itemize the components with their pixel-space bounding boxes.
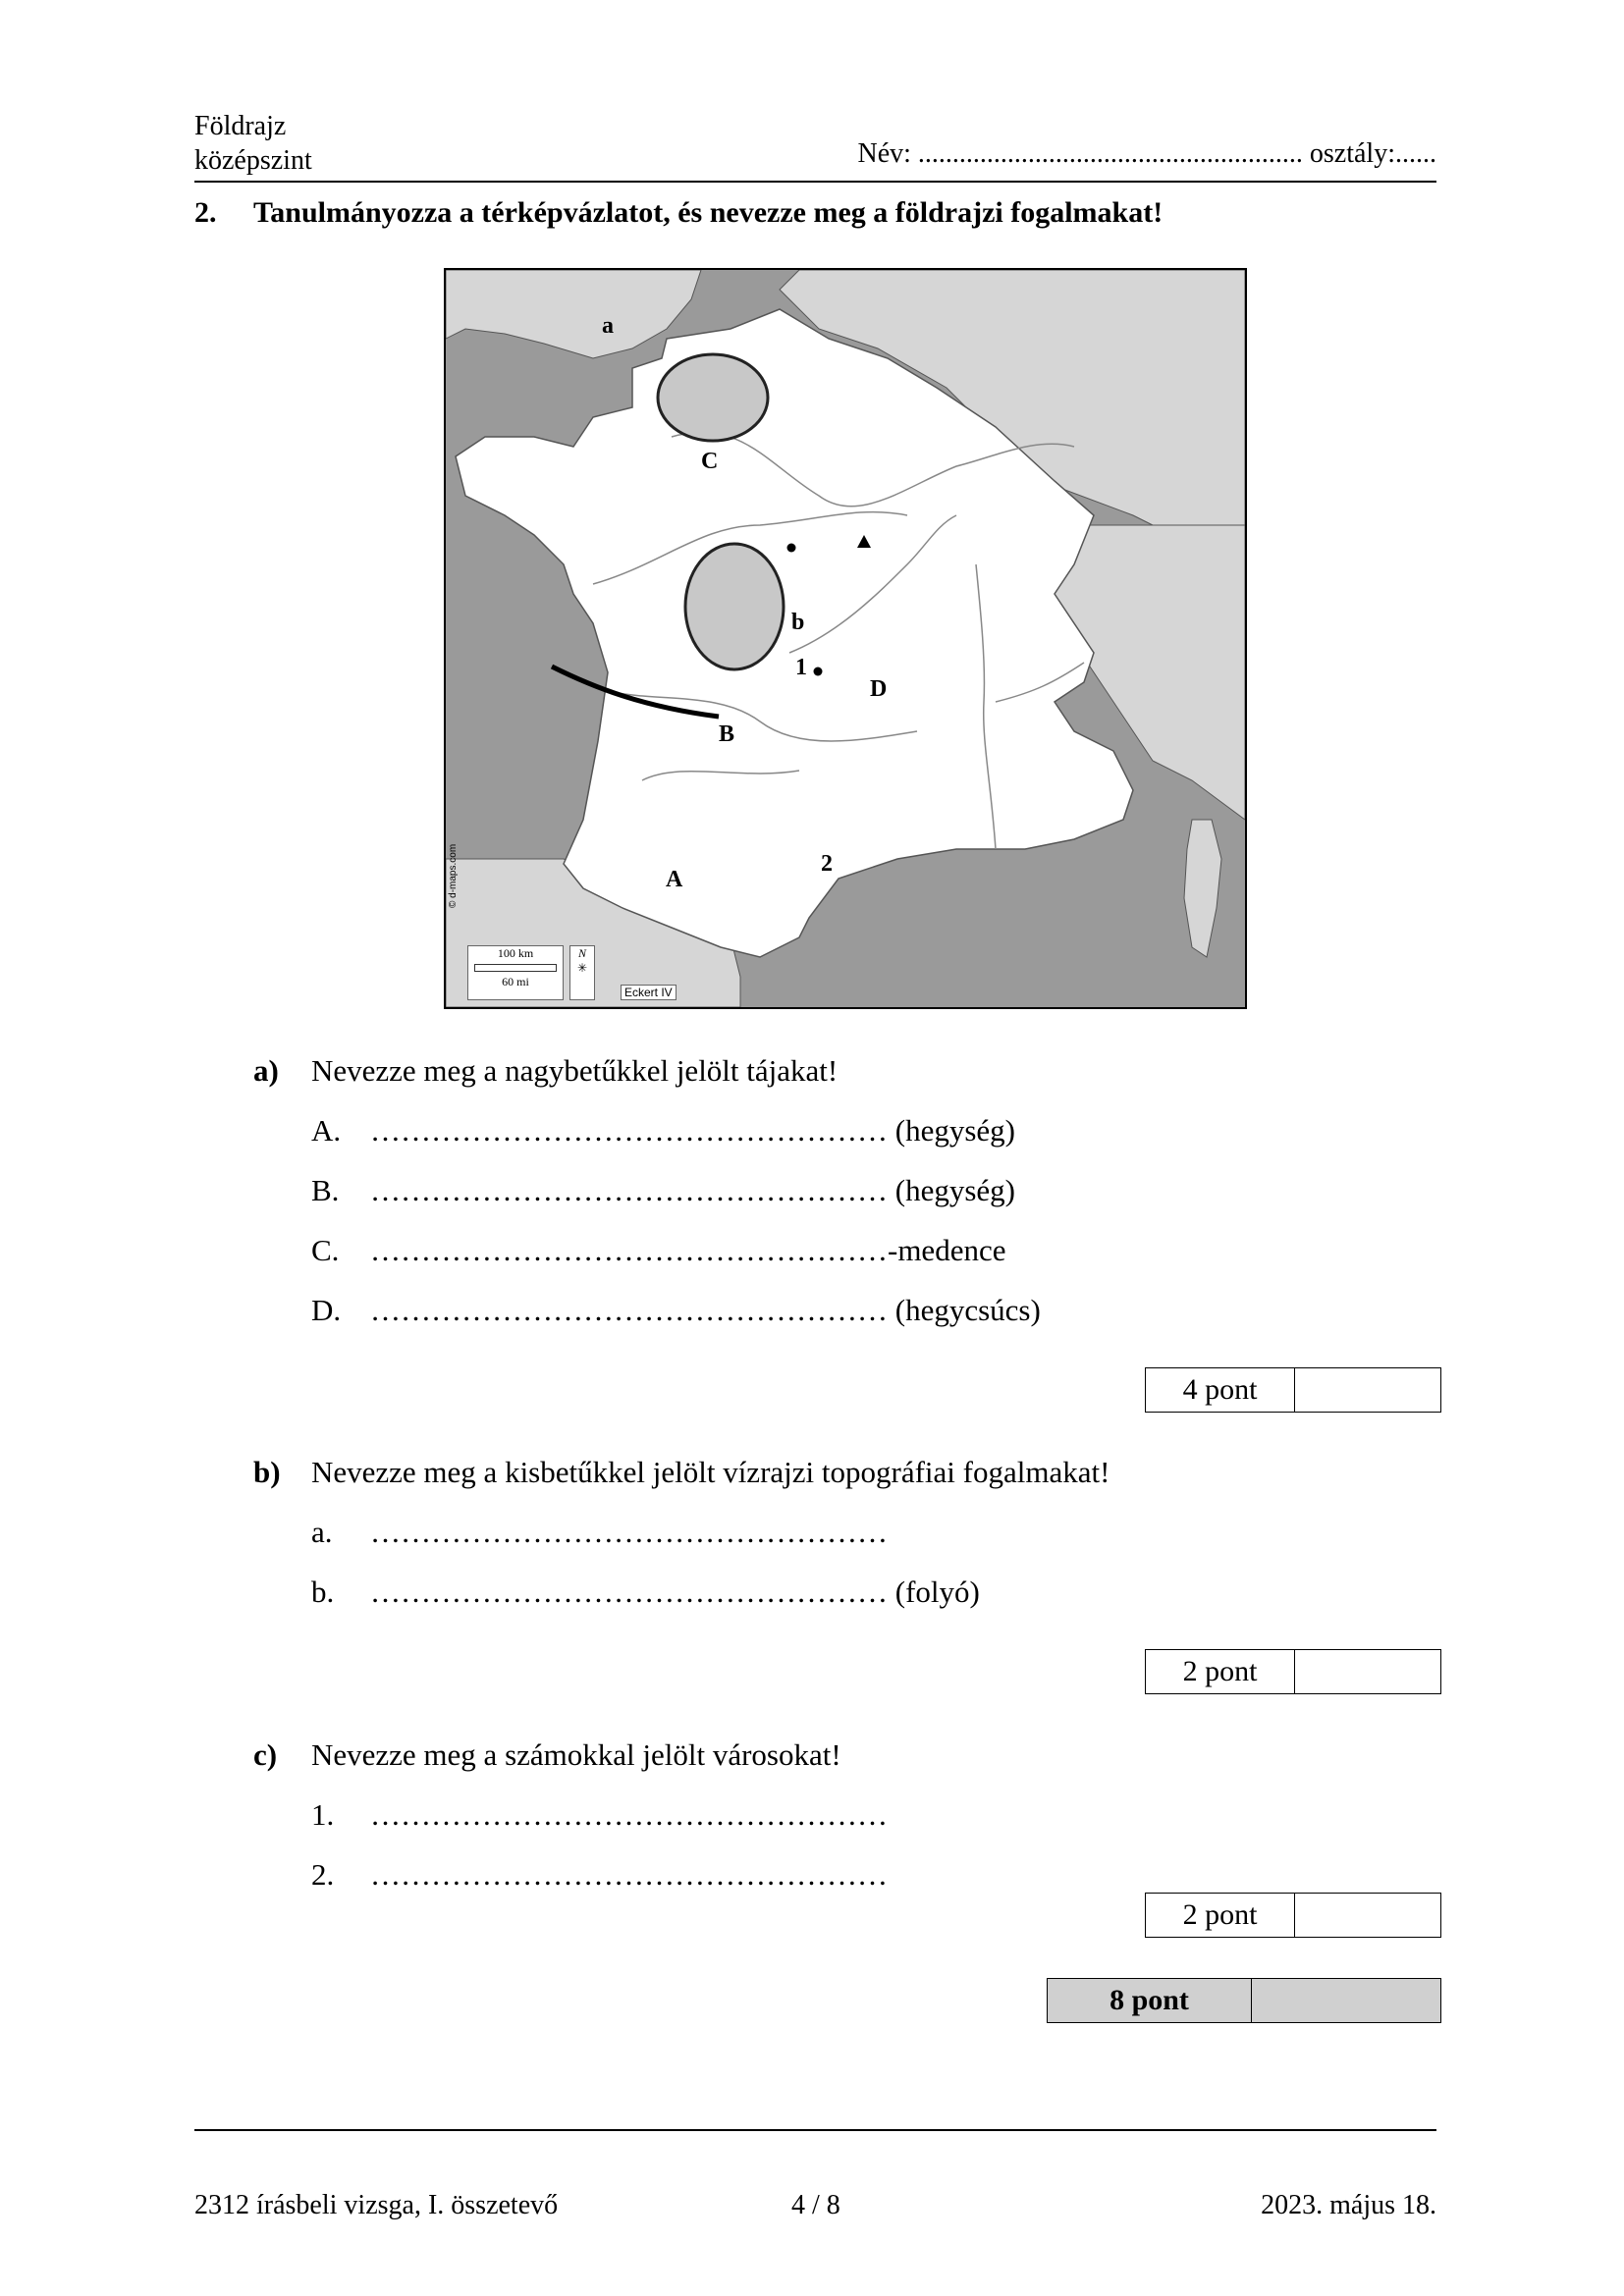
score-box-b: 2 pont	[1145, 1649, 1441, 1694]
subject-label: Földrajz	[194, 111, 287, 141]
map-label-city2: 2	[821, 851, 833, 877]
map-label-D: D	[870, 676, 888, 702]
part-b-letter: b)	[253, 1455, 281, 1489]
part-a-letter: a)	[253, 1053, 279, 1088]
france-map	[444, 268, 1247, 1009]
map-label-a: a	[602, 313, 614, 339]
map-label-B: B	[719, 721, 735, 747]
map-label-city1: 1	[795, 655, 807, 680]
answer-row-a[interactable]: a. ……………………………………………	[311, 1515, 888, 1549]
total-score-box: 8 pont	[1047, 1978, 1441, 2023]
answer-row-1[interactable]: 1. ……………………………………………	[311, 1797, 888, 1832]
score-box-c: 2 pont	[1145, 1893, 1441, 1938]
answer-row-b[interactable]: b. …………………………………………… (folyó)	[311, 1575, 980, 1609]
footer-exam-code: 2312 írásbeli vizsga, I. összetevő	[194, 2190, 559, 2220]
level-label: középszint	[194, 145, 312, 176]
header-rule	[194, 181, 1436, 183]
part-b-prompt: Nevezze meg a kisbetűkkel jelölt vízrajzi topográfiai fogalmakat!	[311, 1455, 1110, 1489]
map-label-C: C	[701, 449, 719, 474]
score-input-a[interactable]	[1295, 1368, 1440, 1412]
answer-row-A[interactable]: A. …………………………………………… (hegység)	[311, 1113, 1015, 1148]
part-c-letter: c)	[253, 1737, 278, 1772]
task-title: Tanulmányozza a térképvázlatot, és nevezze meg a földrajzi fogalmakat!	[253, 196, 1164, 229]
map-label-b: b	[791, 610, 805, 635]
footer-date: 2023. május 18.	[1261, 2190, 1436, 2220]
score-input-b[interactable]	[1295, 1650, 1440, 1693]
name-class-field[interactable]: Név: ........................................................ osztály:......	[857, 138, 1436, 169]
page-number: 4 / 8	[791, 2190, 840, 2220]
map-credit: © d-maps.com	[448, 843, 459, 908]
part-c-prompt: Nevezze meg a számokkal jelölt városokat!	[311, 1737, 841, 1772]
projection-label: Eckert IV	[621, 985, 677, 1000]
answer-row-C[interactable]: C. ……………………………………………-medence	[311, 1233, 1006, 1267]
map-scale: 100 km 60 mi	[467, 945, 564, 1000]
north-arrow: N ✳	[569, 945, 595, 1000]
part-a-prompt: Nevezze meg a nagybetűkkel jelölt tájakat!	[311, 1053, 839, 1088]
answer-row-2[interactable]: 2. ……………………………………………	[311, 1857, 888, 1892]
answer-row-B[interactable]: B. …………………………………………… (hegység)	[311, 1173, 1015, 1207]
score-input-c[interactable]	[1295, 1894, 1440, 1937]
footer-rule	[194, 2129, 1436, 2131]
task-number: 2.	[194, 196, 217, 229]
answer-row-D[interactable]: D. …………………………………………… (hegycsúcs)	[311, 1293, 1041, 1327]
map-label-A: A	[666, 867, 683, 892]
score-box-a: 4 pont	[1145, 1367, 1441, 1413]
total-score-input[interactable]	[1252, 1979, 1440, 2022]
